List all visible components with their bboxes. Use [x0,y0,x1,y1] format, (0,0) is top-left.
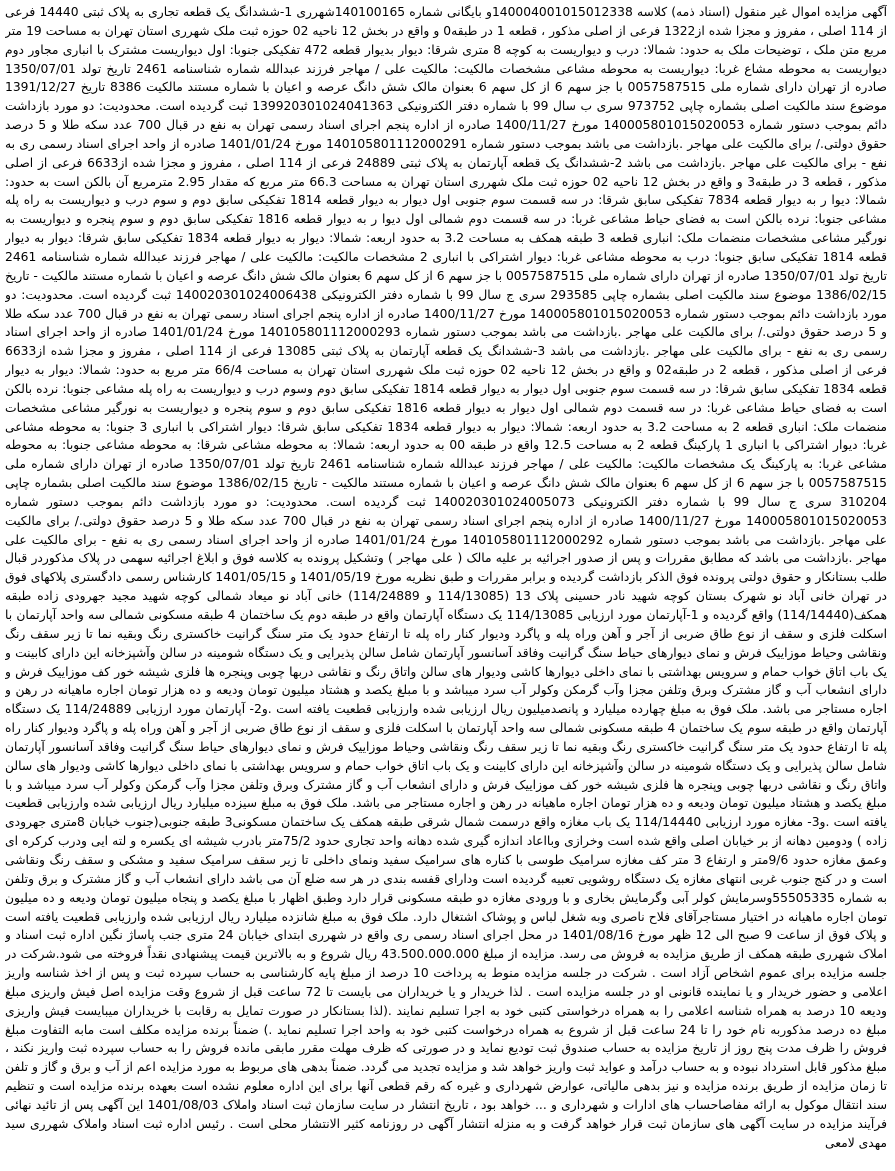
auction-notice [5,3,887,1166]
notice-text: آگهی مزایده اموال غیر منقول (اسناد ذمه) کلاسه 140004001015012338و بایگانی شماره 140100165شهرری 1-ششدانگ یک قطعه تجاری به پلاک ثبتی 14440 فرعی از 114 اصلی ، مفروز و مجزا شده از1322 فرعی از اصلی مذکور ، قطعه 1 در طبقه0 و واقع در بخش 12 ناحیه 02 حوزه ثبت ملک شهرری استان تهران به مساحت 19 متر مربع متن ملک ، توضیحات ملک به حدود: شمالا: درب و دیواریست به کوچه 8 متری شرقا: دیوار بدیوار قطعه 472 تفکیکی جنوبا: اول دیواریست مشترک با انباری مجاور دوم دیواریست به محوطه مشاع غربا: دیواریست به محوطه مشاعی مشخصات مالکیت: مالکیت علی / مهاجر فرزند عبدالله شماره شناسنامه 2461 تاریخ تولد 1350/07/01 صادره از تهران دارای شماره ملی 0057587515 با جز سهم 6 از کل سهم 6 بعنوان مالک شش دانگ عرصه و اعیان با شماره مستند مالکیت 8386 تاریخ 1391/12/27 موضوع سند مالکیت اصلی بشماره چاپی 973752 سری ب سال 99 با شماره دفتر الکترونیکی 139920301024041363 ثبت گردیده است. محدودیت: دو مورد بازداشت دائم بموجب دستور شماره 140005801015020053 مورخ 1400/11/27 صادره از اداره پنجم اجرای اسناد رسمی تهران به نفع در قبال 700 عدد سکه طلا و 5 درصد حقوق دولتی./ برای مالکیت علی مهاجر .بازداشت می باشد بموجب دستور شماره 140105801112000291 مورخ 1401/01/24 صادره از واحد اجرای اسناد رسمی ری به نفع - برای مالکیت علی مهاجر .بازداشت می باشد 2-ششدانگ یک قطعه آپارتمان به پلاک ثبتی 24889 فرعی از 114 اصلی ، مفروز و مجزا شده از6633 فرعی از اصلی مذکور ، قطعه 3 در طبقه3 و واقع در بخش 12 ناحیه 02 حوزه ثبت ملک شهرری استان تهران به مساحت 66.3 متر مربع که مقدار 2.95 مترمربع آن بالکن است به حدود: شمالا: دیوا ر به دیوار قطعه 7834 تفکیکی سابق شرقا: در سه قسمت سوم جنوبی اول دیوار به دیوار قطعه 1814 تفکیکی سابق دوم و سوم درب و دیواریست به راه پله مشاعی جنوبا: نرده بالکن است به فضای حیاط مشاعی غربا: در سه قسمت دوم شمالی اول دیوا ر به دیوار قطعه 1816 تفکیکی سابق دوم و سوم پنجره و دیواریست به نورگیر مشاعی مشخصات منضمات ملک: انباری قطعه 3 طبقه همکف به مساحت 3.2 به حدود اربعه: شمالا: دیوار به دیوار قطعه 1834 تفکیکی سابق شرقا: دیوار به دیوار قطعه 1814 تفکیکی سابق جنوبا: درب به محوطه مشاعی غربا: دیوار اشتراکی با انباری 2 مشخصات مالکیت: مالکیت علی / مهاجر فرزند عبدالله شماره شناسنامه 2461 تاریخ تولد 1350/07/01 صادره از تهران دارای شماره ملی 0057587515 با جز سهم 6 از کل سهم 6 بعنوان مالک شش دانگ عرصه و اعیان با شماره مستند مالکیت - تاریخ 1386/02/15 موضوع سند مالکیت اصلی بشماره چاپی 293585 سری ج سال 99 با شماره دفتر الکترونیکی 140020301024006438 ثبت گردیده است. محدودیت: دو مورد بازداشت دائم بموجب دستور شماره 140005801015020053 مورخ 1400/11/27 صادره از اداره پنجم اجرای اسناد رسمی تهران به نفع در قبال 700 عدد سکه طلا و 5 درصد حقوق دولتی./ برای مالکیت علی مهاجر .بازداشت می باشد بموجب دستور شماره 140105801112000293 مورخ 1401/01/24 صادره از واحد اجرای اسناد رسمی ری به نفع - برای مالکیت علی مهاجر .بازداشت می باشد 3-ششدانگ یک قطعه آپارتمان به پلاک ثبتی 13085 فرعی از 114 اصلی ، مفروز و مجزا شده از6633 فرعی از اصلی مذکور ، قطعه 2 در طبقه02 و واقع در بخش 12 ناحیه 02 حوزه ثبت ملک شهرری استان تهران به مساحت 66/4 متر مربع به حدود: شمالا: دیوار به دیوار قطعه 1834 تفکیکی سابق شرقا: در سه قسمت سوم جنوبی اول دیوار به دیوار قطعه 1814 تفکیکی سابق دوم وسوم درب و دیواریست به راه پله مشاعی جنوبا: نرده بالکن است به فضای حیاط مشاعی غربا: در سه قسمت دوم شمالی اول دیوار به دیوار قطعه 1816 تفکیکی سابق دوم و سوم پنجره و دیواریست به نورگیر مشاعی مشخصات منضمات ملک: انباری قطعه 2 به مساحت 3.2 به حدود اربعه: شمالا: دیوار به دیوار قطعه 1834 تفکیکی سابق شرقا: دیوار اشتراکی با انباری 3 جنوبا: به محوطه مشاعی غربا: دیوار اشتراکی با انباری 1 پارکینگ قطعه 2 به مساحت 12.5 واقع در طبقه 00 به حدود اربعه: شمالا: به محوطه مشاعی شرقا: به محوطه مشاعی جنوبا: به محوطه مشاعی غربا: به پارکینگ یک مشخصات مالکیت: مالکیت علی / مهاجر فرزند عبدالله شماره شناسنامه 2461 تاریخ تولد 1350/07/01 صادره از تهران دارای شماره ملی 0057587515 با جز سهم 6 از کل سهم 6 بعنوان مالک شش دانگ عرصه و اعیان با شماره مستند مالکیت - تاریخ 1386/02/15 موضوع سند مالکیت اصلی بشماره چاپی 310204 سری ج سال 99 با شماره دفتر الکترونیکی 140020301024005073 ثبت گردیده است. محدودیت: دو مورد بازداشت دائم بموجب دستور شماره 140005801015020053 مورخ 1400/11/27 صادره از اداره پنجم اجرای اسناد رسمی تهران به نفع در قبال 700 عدد سکه طلا و 5 درصد حقوق دولتی./ برای مالکیت علی مهاجر .بازداشت می باشد بموجب دستور شماره 140105801112000292 مورخ 1401/01/24 صادره از واحد اجرای اسناد رسمی ری به نفع - برای مالکیت علی مهاجر .بازداشت می باشد که مطابق مقررات و پس از صدور اجرائیه بر علیه مالک ( علی مهاجر ) وتشکیل پرونده به کلاسه فوق و ابلاغ اجرائیه سهمی در پلاک مذکوردر قبال طلب بستانکار و حقوق دولتی پرونده فوق الذکر بازداشت گردیده و برابر مقررات و طبق نظریه مورخ 1401/05/19 و 1401/05/15 کارشناس رسمی دادگستری پلاکهای فوق در تهران خانی آباد نو شهرک بستان کوچه شهید نادر حسینی پلاک 13 (114/13085 و 114/24889) خانی آباد نو میعاد شمالی کوچه شهید مجید جهرودی زاده طبقه همکف(114/14440) واقع گردیده و 1-آپارتمان مورد ارزیابی 114/13085 یک دستگاه آپارتمان واقع در طبقه دوم یک ساختمان 4 طبقه مسکونی شمالی سه واحد آپارتمان با اسکلت فلزی و سقف از نوع طاق ضربی از آجر و آهن وراه پله و پاگرد ودیوار کنار راه پله تا ارتفاع حدود یک متر سنگ گرانیت خاکستری رنگ وبقیه نما تا زیر سقف رنگ ونقاشی وحیاط موزاییک فرش و نمای دیوارهای حیاط سنگ گرانیت وفاقد آسانسور آپارتمان شامل سالن پذیرایی و یک دستگاه شومینه در سالن وآشپزخانه این دارای کابینت و یک باب اتاق خواب حمام و سرویس بهداشتی با نمای داخلی دیوارها کاشی ودیوار های سالن واتاق رنگ و نقاشی دربها چوبی وپنجره ها فلزی شیشه خور کف موزاییک فرش و دارای انشعاب آب و گاز مشترک وبرق وتلفن مجزا وآب گرمکن وکولر آب سرد میباشد و با مبلغ یکصد و هشتاد میلیون تومان ودیعه و ده هزار تومان اجاره ماهیانه در رهن و اجاره مستاجر می باشد. ملک فوق به مبلغ چهارده میلیارد و پانصدمیلیون ریال ارزیابی شده وارزیابی قطعیت یافته است .و2- آپارتمان مورد ارزیابی 114/24889 یک دستگاه آپارتمان واقع در طبقه سوم یک ساختمان 4 طبقه مسکونی شمالی سه واحد آپارتمان با اسکلت فلزی و سقف از نوع طاق ضربی از آجر و آهن وراه پله و پاگرد ودیوار کنار راه پله تا ارتفاع حدود یک متر سنگ گرانیت خاکستری رنگ وبقیه نما تا زیر سقف رنگ ونقاشی وحیاط موزاییک فرش و نمای دیوارهای حیاط سنگ گرانیت وفاقد آسانسور آپارتمان شامل سالن پذیرایی و یک دستگاه شومینه در سالن وآشپزخانه این دارای کابینت و یک باب اتاق خواب حمام و سرویس بهداشتی با نمای داخلی دیوارها کاشی ودیوار های سالن واتاق رنگ و نقاشی دربها چوبی وپنجره ها فلزی شیشه خور کف موزاییک فرش و دارای انشعاب آب و گاز مشترک وبرق وتلفن مجزا وآب گرمکن وکولر آب سرد میباشد و با مبلغ یکصد و هشتاد میلیون تومان ودیعه و ده هزار تومان اجاره ماهیانه در رهن و اجاره مستاجر می باشد. ملک فوق به مبلغ سیزده میلیارد ریال ارزیابی شده وارزیابی قطعیت یافته است .و3- مغازه مورد ارزیابی 114/14440 یک باب مغازه واقع درسمت شمال شرقی طبقه همکف یک ساختمان مسکونی3 طبقه جنوبی(جنوب خیابان 8متری جهرودی زاده ) ودومین دهانه از بر خیابان اصلی واقع شده است وخرازی وبااعاد اندازه گیری شده دهانه واحد تجاری حدود 75/2متر بادرب شیشه ای یکسره و لته ایی ودرب کرکره ای وعمق مغازه حدود 9/6متر و ارتفاع 3 متر کف مغازه سرامیک طوسی با کناره های سرامیک سفید ونمای داخلی تا زیر سقف سرامیک سفید و مشکی و سقف رنگ ونقاشی است و در کنج جنوب غربی انتهای مغازه یک دستگاه روشویی تعبیه گردیده است ودارای قفسه بندی در هر سه ضلع آن می باشد دارای انشعاب آب و گاز مشترک و برق وتلفن به شماره 55505335وسرمایش کولر آبی وگرمایش بخاری و با ورودی مغازه دو طبقه مسکونی قرار دارد وطبق اظهار با مبلغ یکصد و پنجاه میلیون تومان ودیعه و ده میلیون تومان اجاره ماهیانه در اختیار مستاجرآقای فلاح ناصری وبه شغل لباس و پوشاک اشتغال دارد. ملک فوق به مبلغ شانزده میلیارد ریال ارزیابی شده وارزیابی قطعیت یافته است و پلاک فوق از ساعت 9 صبح الی 12 ظهر مورخ 1401/08/16 در محل اجرای اسناد رسمی ری واقع در شهرری ابتدای خیابان 24 متری جنب پاساژ نگین اداره ثبت اسناد و املاک شهرری طبقه همکف از طریق مزایده به فروش می رسد. مزایده از مبلغ 43.500.000.000 ریال شروع و به بالاترین قیمت پیشنهادی نقداً فروخته می شود.شرکت در جلسه مزایده برای عموم اشخاص آزاد است . شرکت در جلسه مزایده منوط به پرداخت 10 درصد از مبلغ پایه کارشناسی به حساب سپرده ثبت و پس از اخذ شناسه واریز اعلامی و حضور خریدار و یا نماینده قانونی او در جلسه مزایده است . لذا خریدار و یا خریداران می بایست تا 72 ساعت قبل از شروع وقت مزایده اصل فیش واریزی مبلغ ودیعه 10 درصد به همراه شناسه اعلامی را به همراه درخواستی کتبی خود به اجرا تسلیم نمایند .(لذا بستانکار در صورت تمایل به رقابت با خریداران میبایست فیش واریزی مبلغ ده درصد مذکوربه نام خود را تا 24 ساعت قبل از شروع به همراه درخواست کتبی خود به واحد اجرا تسلیم نماید .) ضمناً برنده مزایده مکلف است مابه التفاوت مبلغ فروش را ظرف مدت پنج روز از تاریخ مزایده به حساب صندوق ثبت تودیع نماید و در صورتی که ظرف مهلت مقرر مابقی مانده فروش را به حساب سپرده ثبت واریز نکند ، مبلغ مذکور قابل استرداد نبوده و به حساب درآمد و عواید ثبت واریز خواهد شد و مزایده تجدید می گردد. ضمناً بدهی های مربوط به مورد مزایده اعم از آب و برق و گاز و تلفن تا زمان مزایده از طریق برنده مزایده و نیز بدهی مالیاتی، عوارض شهرداری و غیره که رقم قطعی آنها برای این اداره معلوم نشده است بعهده برنده مزایده است و تنظیم سند انتقال موکول به ارائه مفاصاحساب های ادارات و شهرداری و ... خواهد بود ، تاریخ انتشار در سایت سازمان ثبت اسناد واملاک 1401/08/03 این آگهی پس از تائید نهائی فرآیند مزایده در سایت آگهی های سازمان ثبت قرار خواهد گرفت و به منزله انتشار آگهی در روزنامه کثیر الانتشار محلی است . رئیس اداره ثبت اسناد واملاک شهرری سید مهدی لامعی [5,5,887,1150]
